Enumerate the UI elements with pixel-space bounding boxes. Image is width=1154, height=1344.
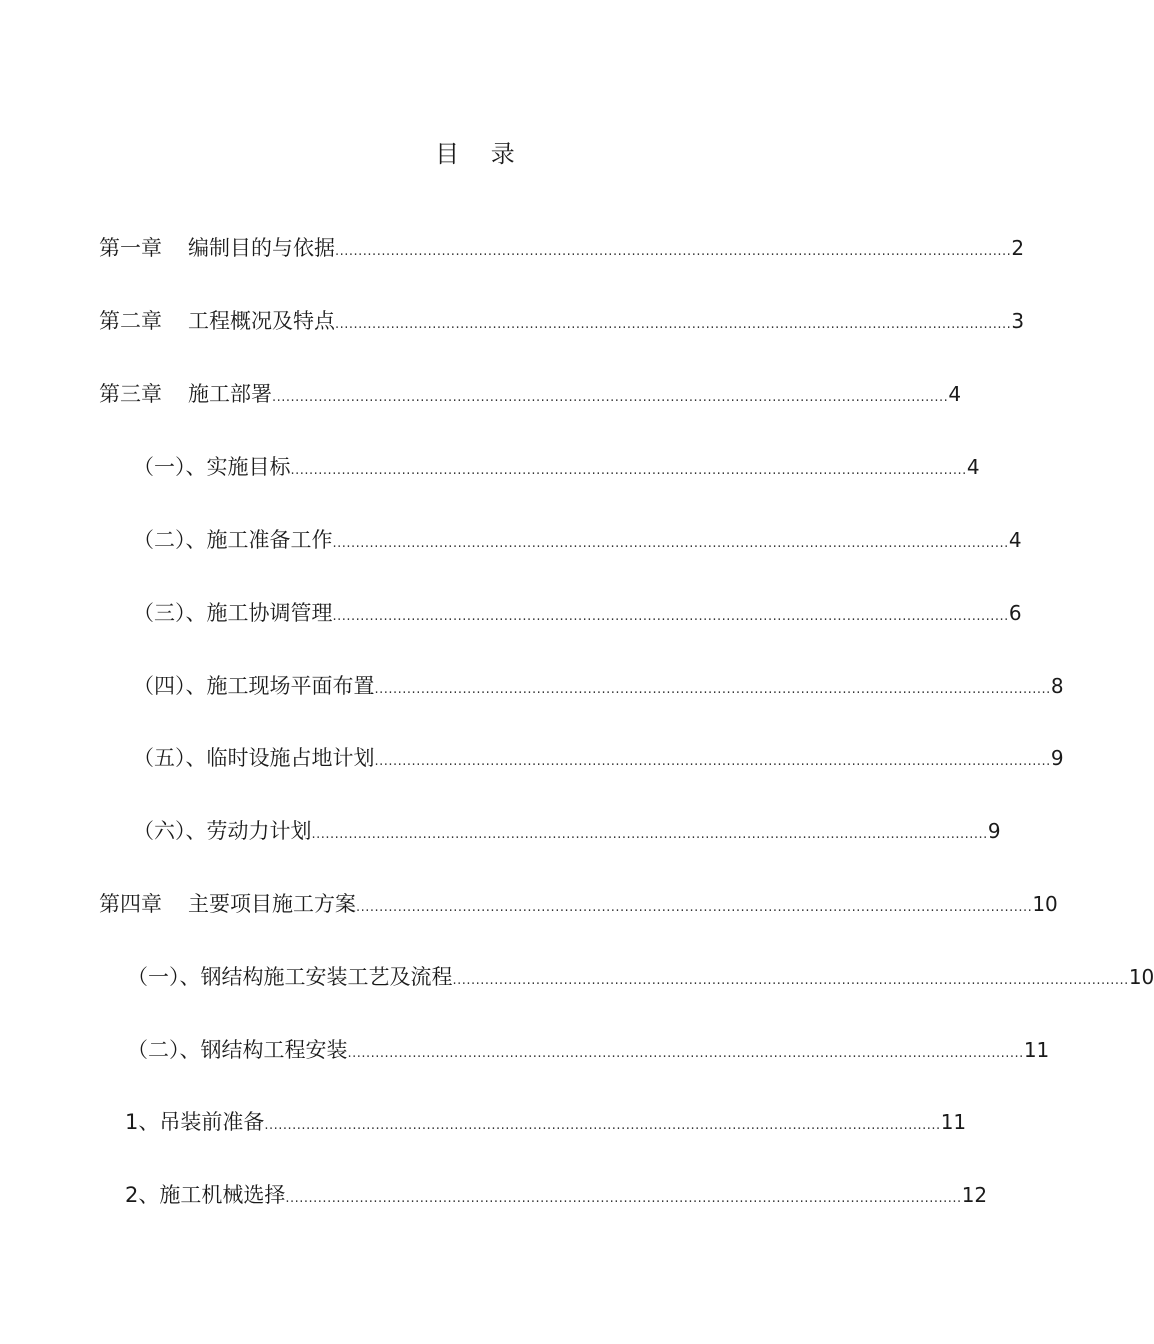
entry-text: 工程概况及特点	[188, 309, 335, 333]
page-number: 2	[1011, 236, 1025, 260]
toc-entry[interactable]	[133, 671, 1064, 701]
page-number: 4	[948, 382, 962, 406]
page-number: 4	[1008, 528, 1022, 552]
entry-text: （二）、钢结构工程安装	[127, 1038, 348, 1062]
toc-entry[interactable]	[127, 962, 1154, 992]
entry-text: 2、施工机械选择	[125, 1183, 286, 1207]
toc-entry[interactable]	[99, 233, 1025, 263]
toc-entry[interactable]	[133, 452, 980, 482]
entry-text: （六）、劳动力计划	[133, 819, 312, 843]
page-number: 10	[1032, 892, 1058, 916]
dot-leader: ..................................................................................................................................................	[452, 973, 1129, 988]
dot-leader: ..................................................................................................................................................	[374, 754, 1051, 769]
chapter-label: 第一章	[99, 236, 162, 260]
page-number: 3	[1011, 309, 1025, 333]
dot-leader: ..................................................................................................................................................	[356, 900, 1033, 915]
entry-text: （四）、施工现场平面布置	[133, 674, 375, 698]
page-number: 8	[1050, 674, 1064, 698]
dot-leader: ..................................................................................................................................................	[285, 1191, 962, 1206]
toc-entry[interactable]	[133, 743, 1064, 773]
entry-text: 主要项目施工方案	[188, 892, 356, 916]
page-number: 10	[1128, 965, 1154, 989]
toc-entry[interactable]	[125, 1180, 988, 1210]
entry-text: （二）、施工准备工作	[133, 528, 333, 552]
page-number: 9	[987, 819, 1001, 843]
entry-text: （一）、钢结构施工安装工艺及流程	[127, 965, 453, 989]
toc-entry[interactable]	[133, 598, 1022, 628]
dot-leader: ..................................................................................................................................................	[264, 1118, 941, 1133]
entry-text: 编制目的与依据	[188, 236, 335, 260]
page-number: 6	[1008, 601, 1022, 625]
dot-leader: ..................................................................................................................................................	[335, 244, 1012, 259]
chapter-label: 第二章	[99, 309, 162, 333]
page-number: 9	[1050, 746, 1064, 770]
toc-entry[interactable]	[133, 816, 1001, 846]
chapter-label: 第三章	[99, 382, 162, 406]
dot-leader: ..................................................................................................................................................	[332, 609, 1009, 624]
dot-leader: ..................................................................................................................................................	[311, 827, 988, 842]
dot-leader: ..................................................................................................................................................	[374, 682, 1051, 697]
entry-text: （五）、临时设施占地计划	[133, 746, 375, 770]
toc-entry[interactable]	[133, 525, 1022, 555]
toc-entry[interactable]	[99, 379, 962, 409]
entry-text: （三）、施工协调管理	[133, 601, 333, 625]
dot-leader: ..................................................................................................................................................	[332, 536, 1009, 551]
dot-leader: ..................................................................................................................................................	[272, 390, 949, 405]
toc-entry[interactable]	[125, 1107, 967, 1137]
chapter-label: 第四章	[99, 892, 162, 916]
dot-leader: ..................................................................................................................................................	[347, 1046, 1024, 1061]
page-number: 12	[961, 1183, 988, 1207]
toc-title: 目 录	[435, 140, 527, 168]
toc-entry[interactable]	[127, 1035, 1050, 1065]
dot-leader: ..................................................................................................................................................	[335, 317, 1012, 332]
page-number: 11	[1023, 1038, 1050, 1062]
entry-text: 施工部署	[188, 382, 272, 406]
toc-entry[interactable]	[99, 306, 1025, 336]
page-number: 11	[940, 1110, 967, 1134]
dot-leader: ..................................................................................................................................................	[290, 463, 967, 478]
entry-text: 1、吊装前准备	[125, 1110, 265, 1134]
entry-text: （一）、实施目标	[133, 455, 291, 479]
page-number: 4	[966, 455, 980, 479]
toc-entry[interactable]	[99, 889, 1058, 919]
